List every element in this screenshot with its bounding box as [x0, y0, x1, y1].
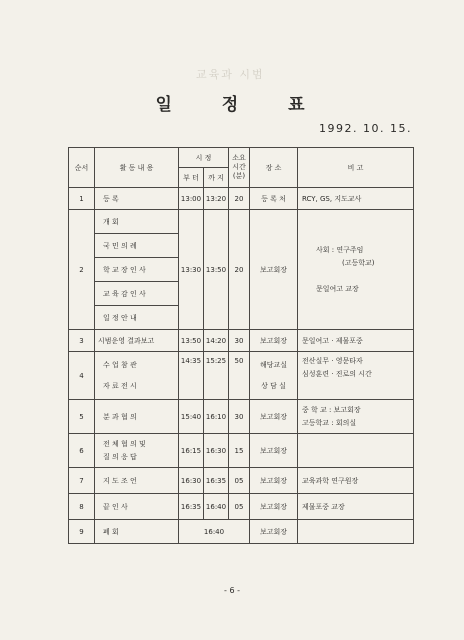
row-order: 7 [69, 468, 95, 494]
row-to: 16:30 [204, 434, 229, 468]
note-line: (고등학교) [342, 258, 375, 267]
row-place: 등 록 처 [250, 188, 298, 210]
row-activity: 폐 회 [95, 520, 179, 544]
place-line: 해당교실 [259, 360, 288, 369]
note-line: 고등학교 : 회의실 [302, 418, 357, 427]
table-row [69, 330, 414, 352]
row-place: 보고회장 [250, 520, 298, 544]
row-from: 15:40 [179, 400, 204, 434]
note-line: 심성훈련 · 진로의 시간 [302, 370, 372, 378]
row-from: 13:50 [179, 330, 204, 352]
header-from: 부 터 [179, 168, 204, 188]
note-line: 중 학 교 : 보고회장 [302, 405, 361, 414]
row-duration: 20 [229, 188, 250, 210]
activity-line: 자 료 전 시 [103, 381, 137, 390]
page-number: - 6 - [224, 586, 240, 595]
row-activity-sub: 개 회 [95, 210, 179, 234]
row-place: 보고회장 [250, 330, 298, 352]
header-activity: 활 동 내 용 [95, 148, 179, 188]
activity-line: 질 의 응 답 [103, 452, 137, 461]
row-place [250, 352, 298, 400]
row-place: 보고회장 [250, 494, 298, 520]
row-order: 3 [69, 330, 95, 352]
row-from: 14:35 [179, 352, 204, 400]
row-note [298, 352, 414, 400]
activity-line: 전 체 협 의 및 [103, 439, 146, 448]
row-place: 보고회장 [250, 468, 298, 494]
row-to: 13:20 [204, 188, 229, 210]
table-row [69, 468, 414, 494]
row-from: 16:30 [179, 468, 204, 494]
note-line [302, 270, 413, 283]
row-order: 4 [69, 352, 95, 400]
row-order: 2 [69, 210, 95, 330]
row-to: 13:50 [204, 210, 229, 330]
row-note [298, 520, 414, 544]
row-from: 13:00 [179, 188, 204, 210]
row-duration: 20 [229, 210, 250, 330]
page-title: 일 정 표 [155, 95, 327, 115]
faint-header-text: 교육과 시범 [196, 68, 265, 81]
row-place: 보고회장 [250, 434, 298, 468]
row-note: 제물포중 교장 [298, 494, 414, 520]
table-row [69, 188, 414, 210]
header-duration: 소요 시간 (분) [229, 148, 250, 188]
row-to: 16:10 [204, 400, 229, 434]
row-place: 보고회장 [250, 400, 298, 434]
table-row [69, 434, 414, 468]
row-activity: 끝 인 사 [95, 494, 179, 520]
row-order: 9 [69, 520, 95, 544]
row-order: 5 [69, 400, 95, 434]
row-duration: 30 [229, 400, 250, 434]
row-to: 14:20 [204, 330, 229, 352]
row-duration: 05 [229, 494, 250, 520]
row-note [298, 210, 414, 330]
schedule-table [68, 147, 414, 544]
row-duration: 05 [229, 468, 250, 494]
table-row [69, 210, 414, 234]
row-note: 교육과학 연구원장 [298, 468, 414, 494]
row-activity-sub: 교 육 감 인 사 [95, 282, 179, 306]
row-time: 16:40 [179, 520, 250, 544]
row-activity: 등 록 [95, 188, 179, 210]
row-duration: 30 [229, 330, 250, 352]
header-time: 시 정 [179, 148, 229, 168]
row-activity: 분 과 협 의 [95, 400, 179, 434]
row-order: 1 [69, 188, 95, 210]
table-row [69, 400, 414, 434]
place-line: 상 담 실 [261, 381, 286, 390]
row-activity-sub: 국 민 의 례 [95, 234, 179, 258]
table-row [69, 494, 414, 520]
header-place: 장 소 [250, 148, 298, 188]
row-note [298, 434, 414, 468]
row-activity-sub: 학 교 장 인 사 [95, 258, 179, 282]
row-activity: 지 도 조 언 [95, 468, 179, 494]
note-line: 전산실무 · 영문타자 [302, 357, 363, 365]
table-row [69, 352, 414, 400]
note-line: 문일여고 교장 [316, 284, 359, 293]
row-from: 16:35 [179, 494, 204, 520]
row-to: 16:40 [204, 494, 229, 520]
row-from: 16:15 [179, 434, 204, 468]
row-place: 보고회장 [250, 210, 298, 330]
row-from: 13:30 [179, 210, 204, 330]
row-order: 8 [69, 494, 95, 520]
row-order: 6 [69, 434, 95, 468]
row-activity-sub: 일 정 안 내 [95, 306, 179, 330]
header-to: 까 지 [204, 168, 229, 188]
row-to: 15:25 [204, 352, 229, 400]
row-note: RCY, GS, 지도교사 [298, 188, 414, 210]
note-line: 사회 : 연구주임 [316, 245, 364, 254]
document-date: 1992. 10. 15. [319, 122, 412, 135]
activity-line: 수 업 참 관 [103, 360, 137, 369]
header-note: 비 고 [298, 148, 414, 188]
row-activity [95, 434, 179, 468]
row-activity: 시범운영 결과보고 [95, 330, 179, 352]
row-activity [95, 352, 179, 400]
table-row [69, 520, 414, 544]
row-note: 문일여고 · 제물포중 [298, 330, 414, 352]
row-to: 16:35 [204, 468, 229, 494]
row-note [298, 400, 414, 434]
row-duration: 50 [229, 352, 250, 400]
row-duration: 15 [229, 434, 250, 468]
header-order: 순서 [69, 148, 95, 188]
